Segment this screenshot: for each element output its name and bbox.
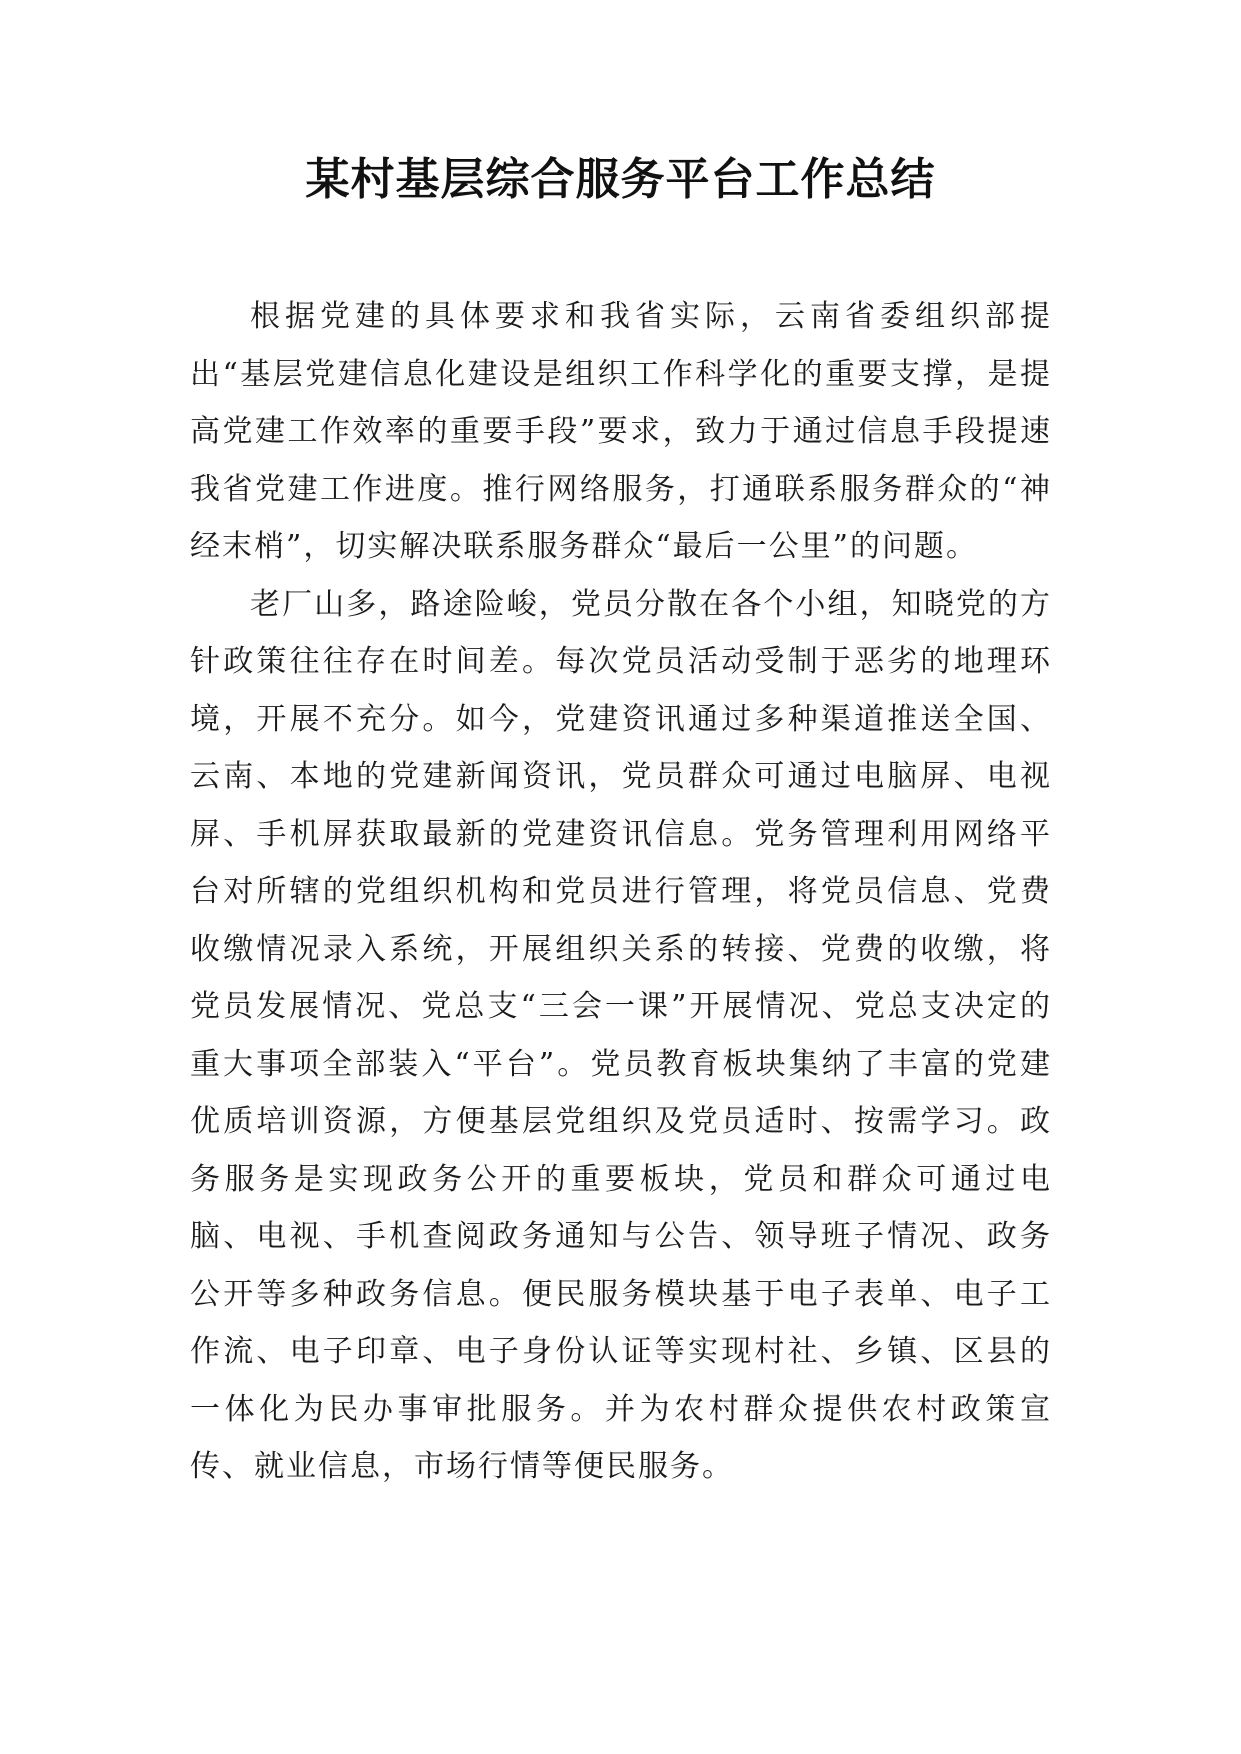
document-title: 某村基层综合服务平台工作总结	[305, 154, 936, 205]
document-body	[190, 288, 1052, 1496]
paragraph-2: 老厂山多，路途险峻，党员分散在各个小组，知晓党的方针政策往往存在时间差。每次党员活动受制于恶劣的地理环境，开展不充分。如今，党建资讯通过多种渠道推送全国、云南、本地的党建新闻资讯，党员群众可通过电脑屏、电视屏、手机屏获取最新的党建资讯信息。党务管理利用网络平台对所辖的党组织机构和党员进行管理，将党员信息、党费收缴情况录入系统，开展组织关系的转接、党费的收缴，将党员发展情况、党总支“三会一课”开展情况、党总支决定的重大事项全部装入“平台”。党员教育板块集纳了丰富的党建优质培训资源，方便基层党组织及党员适时、按需学习。政务服务是实现政务公开的重要板块，党员和群众可通过电脑、电视、手机查阅政务通知与公告、领导班子情况、政务公开等多种政务信息。便民服务模块基于电子表单、电子工作流、电子印章、电子身份认证等实现村社、乡镇、区县的一体化为民办事审批服务。并为农村群众提供农村政策宣传、就业信息，市场行情等便民服务。	[190, 586, 1052, 1484]
paragraph-1: 根据党建的具体要求和我省实际，云南省委组织部提出“基层党建信息化建设是组织工作科学化的重要支撑，是提高党建工作效率的重要手段”要求，致力于通过信息手段提速我省党建工作进度。推行网络服务，打通联系服务群众的“神经末梢”，切实解决联系服务群众“最后一公里”的问题。	[190, 299, 1052, 564]
